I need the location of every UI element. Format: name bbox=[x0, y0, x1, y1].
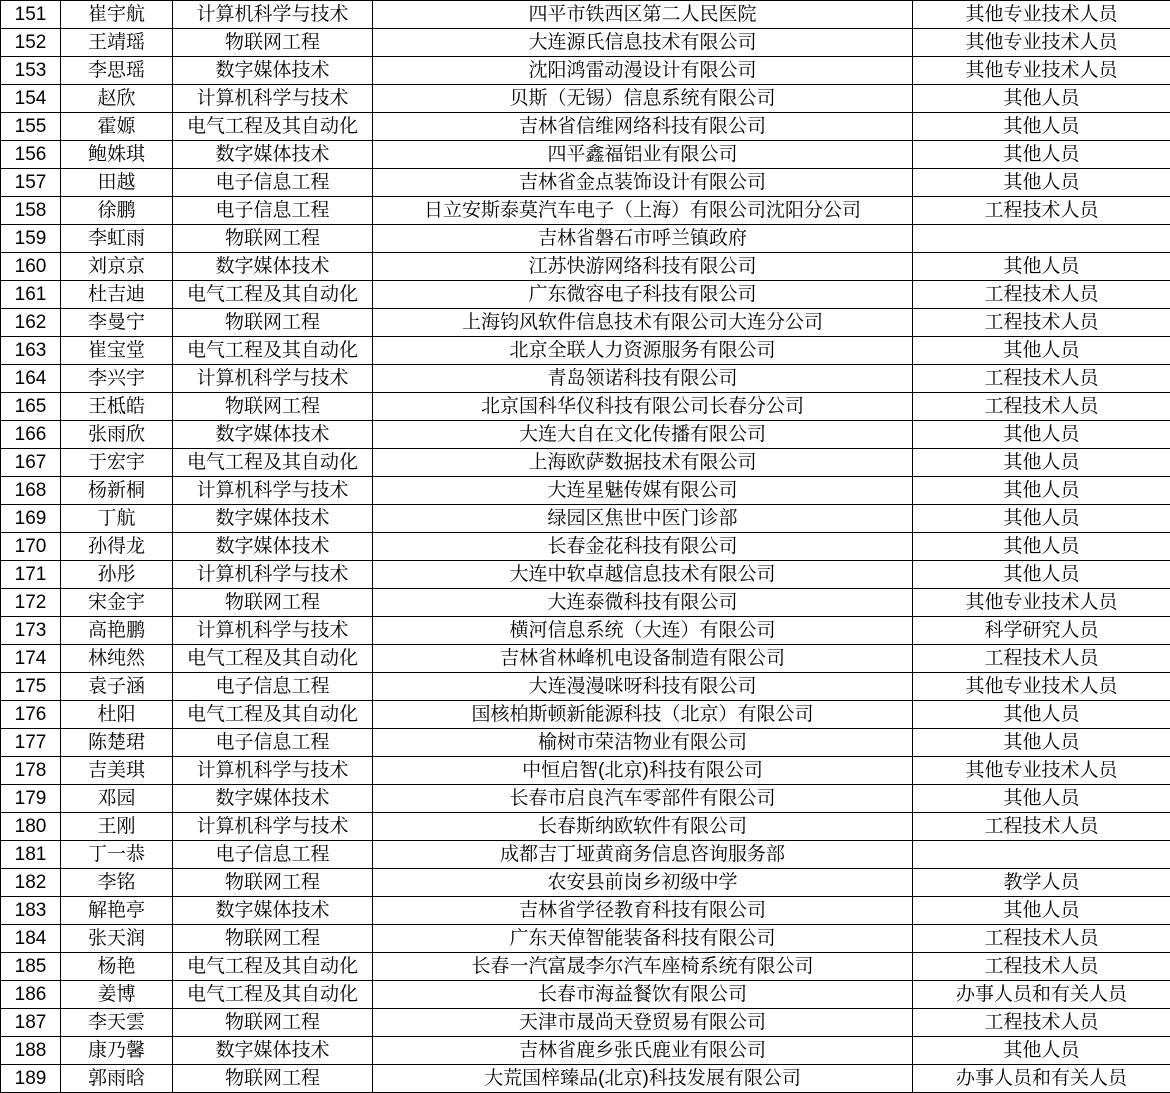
cell-category: 其他专业技术人员 bbox=[913, 1, 1170, 29]
cell-index: 184 bbox=[1, 925, 61, 953]
cell-index: 168 bbox=[1, 477, 61, 505]
table-row bbox=[1, 645, 1170, 673]
cell-major: 电气工程及其自动化 bbox=[173, 449, 373, 477]
cell-category: 工程技术人员 bbox=[913, 281, 1170, 309]
cell-category: 办事人员和有关人员 bbox=[913, 1065, 1170, 1093]
cell-major: 电子信息工程 bbox=[173, 729, 373, 757]
cell-category: 工程技术人员 bbox=[913, 365, 1170, 393]
cell-category: 其他人员 bbox=[913, 561, 1170, 589]
table-row bbox=[1, 729, 1170, 757]
cell-category bbox=[913, 841, 1170, 869]
table-row bbox=[1, 477, 1170, 505]
table-row bbox=[1, 701, 1170, 729]
cell-major: 计算机科学与技术 bbox=[173, 757, 373, 785]
cell-name: 林纯然 bbox=[61, 645, 173, 673]
cell-category: 其他人员 bbox=[913, 505, 1170, 533]
cell-employer: 吉林省林峰机电设备制造有限公司 bbox=[373, 645, 913, 673]
cell-category: 其他人员 bbox=[913, 113, 1170, 141]
cell-employer: 江苏快游网络科技有限公司 bbox=[373, 253, 913, 281]
cell-category: 教学人员 bbox=[913, 869, 1170, 897]
cell-category: 工程技术人员 bbox=[913, 393, 1170, 421]
cell-major: 数字媒体技术 bbox=[173, 1037, 373, 1065]
cell-name: 袁子涵 bbox=[61, 673, 173, 701]
cell-employer: 上海欧萨数据技术有限公司 bbox=[373, 449, 913, 477]
cell-name: 霍嫄 bbox=[61, 113, 173, 141]
cell-category: 工程技术人员 bbox=[913, 925, 1170, 953]
table-row bbox=[1, 309, 1170, 337]
cell-name: 吉美琪 bbox=[61, 757, 173, 785]
cell-category: 工程技术人员 bbox=[913, 309, 1170, 337]
cell-name: 刘京京 bbox=[61, 253, 173, 281]
cell-index: 167 bbox=[1, 449, 61, 477]
table-row bbox=[1, 197, 1170, 225]
cell-major: 物联网工程 bbox=[173, 1009, 373, 1037]
cell-major: 电子信息工程 bbox=[173, 197, 373, 225]
table-row bbox=[1, 757, 1170, 785]
cell-major: 电气工程及其自动化 bbox=[173, 337, 373, 365]
cell-name: 李天雲 bbox=[61, 1009, 173, 1037]
cell-major: 数字媒体技术 bbox=[173, 897, 373, 925]
cell-major: 数字媒体技术 bbox=[173, 253, 373, 281]
cell-major: 物联网工程 bbox=[173, 869, 373, 897]
cell-category: 其他人员 bbox=[913, 169, 1170, 197]
cell-name: 于宏宇 bbox=[61, 449, 173, 477]
cell-category: 其他专业技术人员 bbox=[913, 589, 1170, 617]
cell-name: 王柢皓 bbox=[61, 393, 173, 421]
cell-major: 电气工程及其自动化 bbox=[173, 981, 373, 1009]
cell-index: 159 bbox=[1, 225, 61, 253]
cell-index: 162 bbox=[1, 309, 61, 337]
cell-name: 张雨欣 bbox=[61, 421, 173, 449]
cell-major: 数字媒体技术 bbox=[173, 421, 373, 449]
table-row bbox=[1, 841, 1170, 869]
cell-name: 杨新桐 bbox=[61, 477, 173, 505]
cell-employer: 广东微容电子科技有限公司 bbox=[373, 281, 913, 309]
cell-name: 李虹雨 bbox=[61, 225, 173, 253]
cell-employer: 大连星魅传媒有限公司 bbox=[373, 477, 913, 505]
cell-major: 电子信息工程 bbox=[173, 673, 373, 701]
cell-name: 丁一恭 bbox=[61, 841, 173, 869]
cell-name: 邓园 bbox=[61, 785, 173, 813]
cell-major: 计算机科学与技术 bbox=[173, 813, 373, 841]
cell-name: 李铭 bbox=[61, 869, 173, 897]
cell-major: 数字媒体技术 bbox=[173, 57, 373, 85]
cell-index: 177 bbox=[1, 729, 61, 757]
cell-index: 169 bbox=[1, 505, 61, 533]
table-row bbox=[1, 617, 1170, 645]
cell-major: 数字媒体技术 bbox=[173, 533, 373, 561]
cell-index: 154 bbox=[1, 85, 61, 113]
cell-major: 数字媒体技术 bbox=[173, 141, 373, 169]
cell-employer: 吉林省磐石市呼兰镇政府 bbox=[373, 225, 913, 253]
cell-category: 工程技术人员 bbox=[913, 645, 1170, 673]
cell-index: 182 bbox=[1, 869, 61, 897]
table-row bbox=[1, 141, 1170, 169]
cell-name: 宋金宇 bbox=[61, 589, 173, 617]
cell-name: 崔宝堂 bbox=[61, 337, 173, 365]
cell-employer: 吉林省金点装饰设计有限公司 bbox=[373, 169, 913, 197]
cell-employer: 大连中软卓越信息技术有限公司 bbox=[373, 561, 913, 589]
cell-index: 176 bbox=[1, 701, 61, 729]
cell-name: 崔宇航 bbox=[61, 1, 173, 29]
cell-category: 其他人员 bbox=[913, 477, 1170, 505]
cell-major: 物联网工程 bbox=[173, 29, 373, 57]
cell-index: 189 bbox=[1, 1065, 61, 1093]
cell-employer: 青岛领诺科技有限公司 bbox=[373, 365, 913, 393]
cell-employer: 北京国科华仪科技有限公司长春分公司 bbox=[373, 393, 913, 421]
table-row bbox=[1, 337, 1170, 365]
cell-index: 161 bbox=[1, 281, 61, 309]
cell-major: 电子信息工程 bbox=[173, 169, 373, 197]
table-row bbox=[1, 897, 1170, 925]
cell-major: 电气工程及其自动化 bbox=[173, 645, 373, 673]
cell-category: 工程技术人员 bbox=[913, 953, 1170, 981]
table-row bbox=[1, 225, 1170, 253]
cell-name: 李兴宇 bbox=[61, 365, 173, 393]
cell-category: 其他人员 bbox=[913, 141, 1170, 169]
cell-index: 160 bbox=[1, 253, 61, 281]
cell-index: 171 bbox=[1, 561, 61, 589]
table-row bbox=[1, 981, 1170, 1009]
cell-name: 姜博 bbox=[61, 981, 173, 1009]
cell-employer: 吉林省学径教育科技有限公司 bbox=[373, 897, 913, 925]
table-row bbox=[1, 869, 1170, 897]
cell-major: 电气工程及其自动化 bbox=[173, 953, 373, 981]
cell-employer: 北京全联人力资源服务有限公司 bbox=[373, 337, 913, 365]
cell-name: 李曼宁 bbox=[61, 309, 173, 337]
cell-category: 工程技术人员 bbox=[913, 197, 1170, 225]
cell-category: 其他人员 bbox=[913, 701, 1170, 729]
cell-category: 其他专业技术人员 bbox=[913, 757, 1170, 785]
cell-major: 电气工程及其自动化 bbox=[173, 113, 373, 141]
cell-major: 物联网工程 bbox=[173, 1065, 373, 1093]
table-row bbox=[1, 113, 1170, 141]
cell-index: 153 bbox=[1, 57, 61, 85]
cell-index: 155 bbox=[1, 113, 61, 141]
table-row bbox=[1, 29, 1170, 57]
cell-employer: 长春斯纳欧软件有限公司 bbox=[373, 813, 913, 841]
cell-category: 其他专业技术人员 bbox=[913, 29, 1170, 57]
cell-name: 田越 bbox=[61, 169, 173, 197]
cell-employer: 大荒国梓臻品(北京)科技发展有限公司 bbox=[373, 1065, 913, 1093]
cell-employer: 上海钧风软件信息技术有限公司大连分公司 bbox=[373, 309, 913, 337]
cell-index: 164 bbox=[1, 365, 61, 393]
cell-index: 186 bbox=[1, 981, 61, 1009]
cell-category: 其他人员 bbox=[913, 785, 1170, 813]
cell-name: 郭雨晗 bbox=[61, 1065, 173, 1093]
cell-employer: 广东天倬智能装备科技有限公司 bbox=[373, 925, 913, 953]
cell-employer: 沈阳鸿雷动漫设计有限公司 bbox=[373, 57, 913, 85]
table-row bbox=[1, 365, 1170, 393]
cell-employer: 长春一汽富晟李尔汽车座椅系统有限公司 bbox=[373, 953, 913, 981]
cell-major: 物联网工程 bbox=[173, 309, 373, 337]
cell-name: 孙彤 bbox=[61, 561, 173, 589]
cell-employer: 大连漫漫咪呀科技有限公司 bbox=[373, 673, 913, 701]
cell-employer: 国核柏斯顿新能源科技（北京）有限公司 bbox=[373, 701, 913, 729]
cell-employer: 中恒启智(北京)科技有限公司 bbox=[373, 757, 913, 785]
cell-index: 165 bbox=[1, 393, 61, 421]
cell-employer: 大连大自在文化传播有限公司 bbox=[373, 421, 913, 449]
cell-employer: 吉林省鹿乡张氏鹿业有限公司 bbox=[373, 1037, 913, 1065]
cell-major: 电子信息工程 bbox=[173, 841, 373, 869]
cell-employer: 大连泰微科技有限公司 bbox=[373, 589, 913, 617]
cell-major: 计算机科学与技术 bbox=[173, 1, 373, 29]
cell-index: 175 bbox=[1, 673, 61, 701]
table-row bbox=[1, 673, 1170, 701]
table-row bbox=[1, 169, 1170, 197]
cell-major: 计算机科学与技术 bbox=[173, 85, 373, 113]
cell-index: 156 bbox=[1, 141, 61, 169]
cell-major: 物联网工程 bbox=[173, 925, 373, 953]
cell-index: 179 bbox=[1, 785, 61, 813]
table-row bbox=[1, 589, 1170, 617]
table-row bbox=[1, 1009, 1170, 1037]
cell-major: 电气工程及其自动化 bbox=[173, 281, 373, 309]
cell-index: 163 bbox=[1, 337, 61, 365]
cell-category: 科学研究人员 bbox=[913, 617, 1170, 645]
cell-category: 其他人员 bbox=[913, 253, 1170, 281]
cell-name: 杨艳 bbox=[61, 953, 173, 981]
cell-index: 188 bbox=[1, 1037, 61, 1065]
table-row bbox=[1, 533, 1170, 561]
cell-index: 183 bbox=[1, 897, 61, 925]
cell-employer: 四平鑫福铝业有限公司 bbox=[373, 141, 913, 169]
cell-name: 孙得龙 bbox=[61, 533, 173, 561]
cell-index: 152 bbox=[1, 29, 61, 57]
cell-major: 电气工程及其自动化 bbox=[173, 701, 373, 729]
cell-name: 徐鹏 bbox=[61, 197, 173, 225]
cell-index: 181 bbox=[1, 841, 61, 869]
cell-major: 物联网工程 bbox=[173, 589, 373, 617]
cell-employer: 大连源氏信息技术有限公司 bbox=[373, 29, 913, 57]
cell-employer: 榆树市荣洁物业有限公司 bbox=[373, 729, 913, 757]
cell-index: 180 bbox=[1, 813, 61, 841]
cell-major: 数字媒体技术 bbox=[173, 785, 373, 813]
cell-employer: 四平市铁西区第二人民医院 bbox=[373, 1, 913, 29]
cell-employer: 长春金花科技有限公司 bbox=[373, 533, 913, 561]
cell-major: 计算机科学与技术 bbox=[173, 477, 373, 505]
cell-index: 173 bbox=[1, 617, 61, 645]
cell-index: 158 bbox=[1, 197, 61, 225]
cell-name: 康乃馨 bbox=[61, 1037, 173, 1065]
cell-name: 丁航 bbox=[61, 505, 173, 533]
cell-index: 166 bbox=[1, 421, 61, 449]
table-row bbox=[1, 813, 1170, 841]
cell-name: 鲍姝琪 bbox=[61, 141, 173, 169]
cell-employer: 绿园区焦世中医门诊部 bbox=[373, 505, 913, 533]
table-row bbox=[1, 57, 1170, 85]
cell-name: 王靖瑶 bbox=[61, 29, 173, 57]
cell-employer: 长春市海益餐饮有限公司 bbox=[373, 981, 913, 1009]
cell-employer: 横河信息系统（大连）有限公司 bbox=[373, 617, 913, 645]
cell-major: 数字媒体技术 bbox=[173, 505, 373, 533]
cell-index: 178 bbox=[1, 757, 61, 785]
cell-category: 其他人员 bbox=[913, 533, 1170, 561]
table-row bbox=[1, 421, 1170, 449]
table-row bbox=[1, 253, 1170, 281]
cell-index: 157 bbox=[1, 169, 61, 197]
table-row bbox=[1, 85, 1170, 113]
cell-name: 李思瑶 bbox=[61, 57, 173, 85]
table-row bbox=[1, 505, 1170, 533]
table-row bbox=[1, 449, 1170, 477]
cell-index: 170 bbox=[1, 533, 61, 561]
cell-major: 计算机科学与技术 bbox=[173, 617, 373, 645]
cell-employer: 天津市晟尚天登贸易有限公司 bbox=[373, 1009, 913, 1037]
cell-category: 工程技术人员 bbox=[913, 1009, 1170, 1037]
cell-name: 陈楚珺 bbox=[61, 729, 173, 757]
cell-employer: 长春市启良汽车零部件有限公司 bbox=[373, 785, 913, 813]
cell-major: 物联网工程 bbox=[173, 225, 373, 253]
table-row bbox=[1, 1065, 1170, 1093]
cell-category: 其他人员 bbox=[913, 421, 1170, 449]
table-row bbox=[1, 561, 1170, 589]
cell-index: 172 bbox=[1, 589, 61, 617]
cell-index: 187 bbox=[1, 1009, 61, 1037]
cell-major: 计算机科学与技术 bbox=[173, 561, 373, 589]
cell-name: 杜阳 bbox=[61, 701, 173, 729]
cell-category: 其他人员 bbox=[913, 729, 1170, 757]
table-row bbox=[1, 953, 1170, 981]
cell-major: 计算机科学与技术 bbox=[173, 365, 373, 393]
cell-employer: 成都吉丁垭黄商务信息咨询服务部 bbox=[373, 841, 913, 869]
cell-name: 赵欣 bbox=[61, 85, 173, 113]
cell-category: 其他人员 bbox=[913, 897, 1170, 925]
cell-employer: 日立安斯泰莫汽车电子（上海）有限公司沈阳分公司 bbox=[373, 197, 913, 225]
cell-category: 其他人员 bbox=[913, 337, 1170, 365]
cell-category: 其他人员 bbox=[913, 85, 1170, 113]
cell-category: 其他专业技术人员 bbox=[913, 673, 1170, 701]
cell-category: 其他人员 bbox=[913, 1037, 1170, 1065]
cell-index: 151 bbox=[1, 1, 61, 29]
cell-name: 王刚 bbox=[61, 813, 173, 841]
table-body bbox=[1, 1, 1170, 1093]
cell-name: 解艳亭 bbox=[61, 897, 173, 925]
cell-employer: 贝斯（无锡）信息系统有限公司 bbox=[373, 85, 913, 113]
cell-employer: 农安县前岗乡初级中学 bbox=[373, 869, 913, 897]
cell-category bbox=[913, 225, 1170, 253]
table-row bbox=[1, 1, 1170, 29]
table-row bbox=[1, 1037, 1170, 1065]
cell-name: 张天润 bbox=[61, 925, 173, 953]
cell-category: 办事人员和有关人员 bbox=[913, 981, 1170, 1009]
cell-category: 工程技术人员 bbox=[913, 813, 1170, 841]
table-row bbox=[1, 281, 1170, 309]
cell-category: 其他专业技术人员 bbox=[913, 57, 1170, 85]
cell-category: 其他人员 bbox=[913, 449, 1170, 477]
cell-employer: 吉林省信维网络科技有限公司 bbox=[373, 113, 913, 141]
cell-index: 185 bbox=[1, 953, 61, 981]
cell-index: 174 bbox=[1, 645, 61, 673]
table-row bbox=[1, 925, 1170, 953]
cell-name: 高艳鹏 bbox=[61, 617, 173, 645]
cell-major: 物联网工程 bbox=[173, 393, 373, 421]
table-row bbox=[1, 785, 1170, 813]
cell-name: 杜吉迪 bbox=[61, 281, 173, 309]
table-row bbox=[1, 393, 1170, 421]
